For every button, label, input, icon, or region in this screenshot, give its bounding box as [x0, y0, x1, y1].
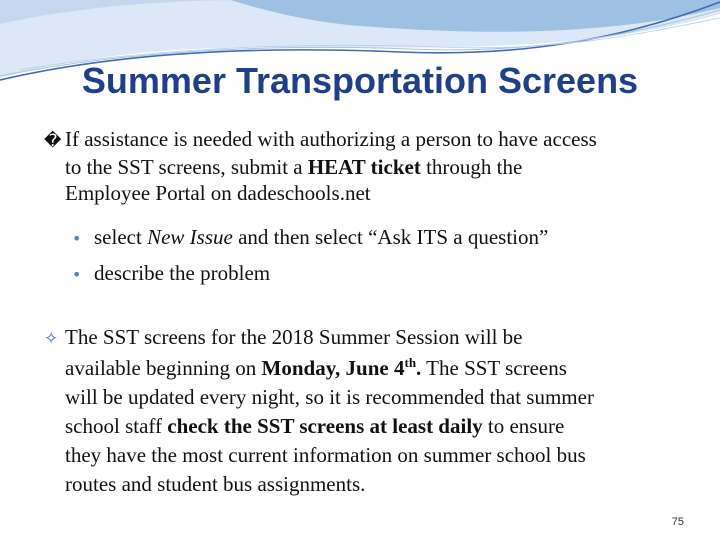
sub-bullet-text: and then select “Ask ITS a question” [232, 225, 549, 249]
paragraph-line: will be updated every night, so it is recommended that summer [65, 385, 594, 409]
paragraph-heat-ticket [44, 126, 694, 206]
paragraph-text: school staff [65, 414, 168, 438]
paragraph-text: The SST screens [421, 356, 567, 380]
new-issue-emphasis: New Issue [147, 225, 233, 249]
paragraph-line [44, 154, 694, 180]
paragraph-line [44, 323, 684, 354]
sub-bullet-list [72, 220, 548, 292]
ordinal-suffix: th [404, 355, 417, 370]
paragraph-text: to ensure [482, 414, 565, 438]
paragraph-line [44, 412, 684, 441]
paragraph-text: The SST screens for the 2018 Summer Session will be [65, 325, 523, 349]
paragraph-line: Employee Portal on dadeschools.net [65, 181, 371, 205]
paragraph-line: routes and student bus assignments. [65, 472, 366, 496]
paragraph-text: to the SST screens, submit a [65, 155, 308, 179]
slide-title: Summer Transportation Screens [81, 60, 639, 101]
paragraph-text: If assistance is needed with authorizing a person to have access [65, 127, 597, 151]
paragraph-line [44, 354, 684, 383]
date-emphasis [262, 356, 422, 380]
paragraph-line [44, 126, 694, 154]
star-icon: ✧ [44, 329, 59, 349]
check-daily-emphasis: check the SST screens at least daily [167, 414, 483, 438]
paragraph-sst-availability [44, 323, 684, 499]
missing-glyph-icon: � [44, 131, 62, 151]
bullet-dot-icon: • [72, 265, 82, 284]
sub-bullet-text: describe the problem [94, 261, 271, 285]
date-period: . [416, 356, 422, 380]
date-text: Monday, June 4 [261, 356, 405, 380]
sub-bullet-item [72, 220, 548, 256]
paragraph-line: they have the most current information on summer school bus [65, 443, 586, 467]
page-number: 75 [671, 516, 684, 528]
sub-bullet-text: select [94, 225, 148, 249]
paragraph-text: through the [420, 155, 523, 179]
paragraph-text: available beginning on [65, 356, 262, 380]
heat-ticket-emphasis: HEAT ticket [307, 155, 421, 179]
sub-bullet-item [72, 256, 548, 292]
bullet-dot-icon: • [72, 229, 82, 248]
